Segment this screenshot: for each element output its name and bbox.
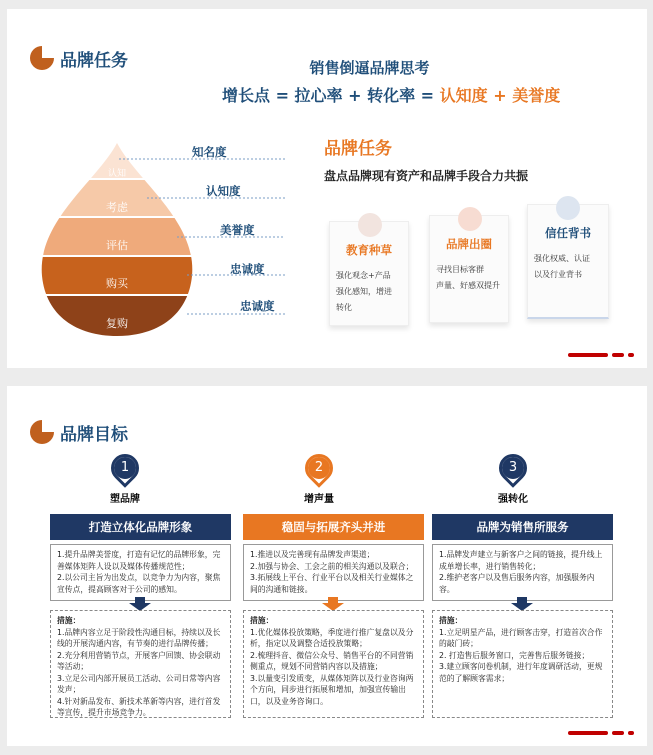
goal-points-3: 1.品牌发声建立与新客户之间的链接，提升线上成单增长率，进行销售转化； 2.维护老客户以及售后服务内容，加强服务内容。 <box>432 544 613 601</box>
slide-brand-goals <box>7 386 647 746</box>
card-body: 寻找目标客群 声量、好感双提升 <box>436 265 500 290</box>
level-label-3: 美誉度 <box>220 223 255 237</box>
card-trust <box>527 204 609 319</box>
funnel-label-5: 复购 <box>106 317 128 330</box>
level-label-1: 知名度 <box>192 145 227 159</box>
goal-pin-3: 3 <box>493 448 533 488</box>
funnel-label-3: 评估 <box>106 239 128 252</box>
down-arrow-icon <box>322 597 344 611</box>
goal-header-3: 品牌为销售所服务 <box>432 514 613 540</box>
brand-logo-icon <box>30 420 54 444</box>
slide-brand-task <box>7 9 647 368</box>
goal-label-2: 增声量 <box>304 494 334 505</box>
card-title: 教育种草 <box>346 243 392 257</box>
level-label-5: 忠诚度 <box>240 299 275 313</box>
card-breakout <box>429 215 509 323</box>
bubble-icon <box>458 207 482 231</box>
card-body: 强化观念+产品 强化感知，增进 转化 <box>336 271 392 312</box>
card-education <box>329 221 409 326</box>
funnel-label-1: 认知 <box>107 169 126 179</box>
card-title: 品牌出圈 <box>446 237 492 251</box>
level-lines <box>7 9 307 339</box>
footer-decoration <box>568 353 634 357</box>
headline: 销售倒逼品牌思考 <box>309 59 430 77</box>
task-title: 品牌任务 <box>324 139 392 159</box>
slide-title: 品牌目标 <box>60 425 128 445</box>
formula-part1: 增长点 = 拉心率 + 转化率 = <box>222 86 440 105</box>
level-label-2: 认知度 <box>206 184 241 198</box>
card-title: 信任背书 <box>545 226 591 240</box>
goal-measures-3: 措施： 1.立足明星产品，进行顾客击穿，打造首次合作的敲门砖； 2. 打造售后服务窗口，完善售后服务链接； 3.建立顾客问卷机制，进行年度调研活动，更规范的了解顾客需求； <box>432 610 613 718</box>
footer-decoration <box>568 731 634 735</box>
goal-header-2: 稳固与拓展齐头并进 <box>243 514 424 540</box>
goal-label-1: 塑品牌 <box>110 494 140 505</box>
bubble-icon <box>556 196 580 220</box>
goal-measures-1: 措施： 1.品牌内容立足于阶段性沟通目标，持续以及长线的开展沟通内容，有节奏的进行品牌传播； 2.充分利用营销节点，开展客户回馈、协会联动等活动； 3.立足公司内部开展员工活动、公司日常等内容发声； 4.针对新品发布、新技术革新等内容，进行首发等宣传，提升市场竞争力。 <box>50 610 231 718</box>
formula-part2: 认知度 + 美誉度 <box>439 86 561 105</box>
down-arrow-icon <box>129 597 151 611</box>
card-body: 强化权威、认证 以及行业背书 <box>534 254 590 279</box>
goal-label-3: 强转化 <box>498 494 528 505</box>
funnel-label-2: 考虑 <box>106 201 128 214</box>
task-subtitle: 盘点品牌现有资产和品牌手段合力共振 <box>324 169 529 183</box>
funnel-label-4: 购买 <box>106 277 128 290</box>
goal-pin-1: 1 <box>105 448 145 488</box>
level-label-4: 忠诚度 <box>230 262 265 276</box>
goal-pin-2: 2 <box>299 448 339 488</box>
bubble-icon <box>358 213 382 237</box>
slide-title: 品牌任务 <box>60 51 128 71</box>
goal-points-1: 1.提升品牌美誉度，打造有记忆的品牌形象，完善媒体矩阵人设以及媒体传播规范性； 2.以公司主旨为出发点，以竞争力为内容，聚焦宣传点，提高顾客对于公司的感知。 <box>50 544 231 601</box>
goal-points-2: 1.推进以及完善现有品牌发声渠道； 2.加强与协会、工会之前的相关沟通以及联合； 3.拓展线上平台、行业平台以及相关行业媒体之间的沟通和链接。 <box>243 544 424 601</box>
goal-measures-2: 措施： 1.优化媒体投放策略，季度进行推广复盘以及分析，指定以及调整合适投放策略； 2.梳理抖音、微信公众号、销售平台的不同营销侧重点，规划不同营销内容以及措施； 3.以量变引发质变，从媒体矩阵以及行业咨询两个方向，同步进行拓展和增加，加强宣传输出口，以及业务咨询口。 <box>243 610 424 718</box>
goal-header-1: 打造立体化品牌形象 <box>50 514 231 540</box>
down-arrow-icon <box>511 597 533 611</box>
